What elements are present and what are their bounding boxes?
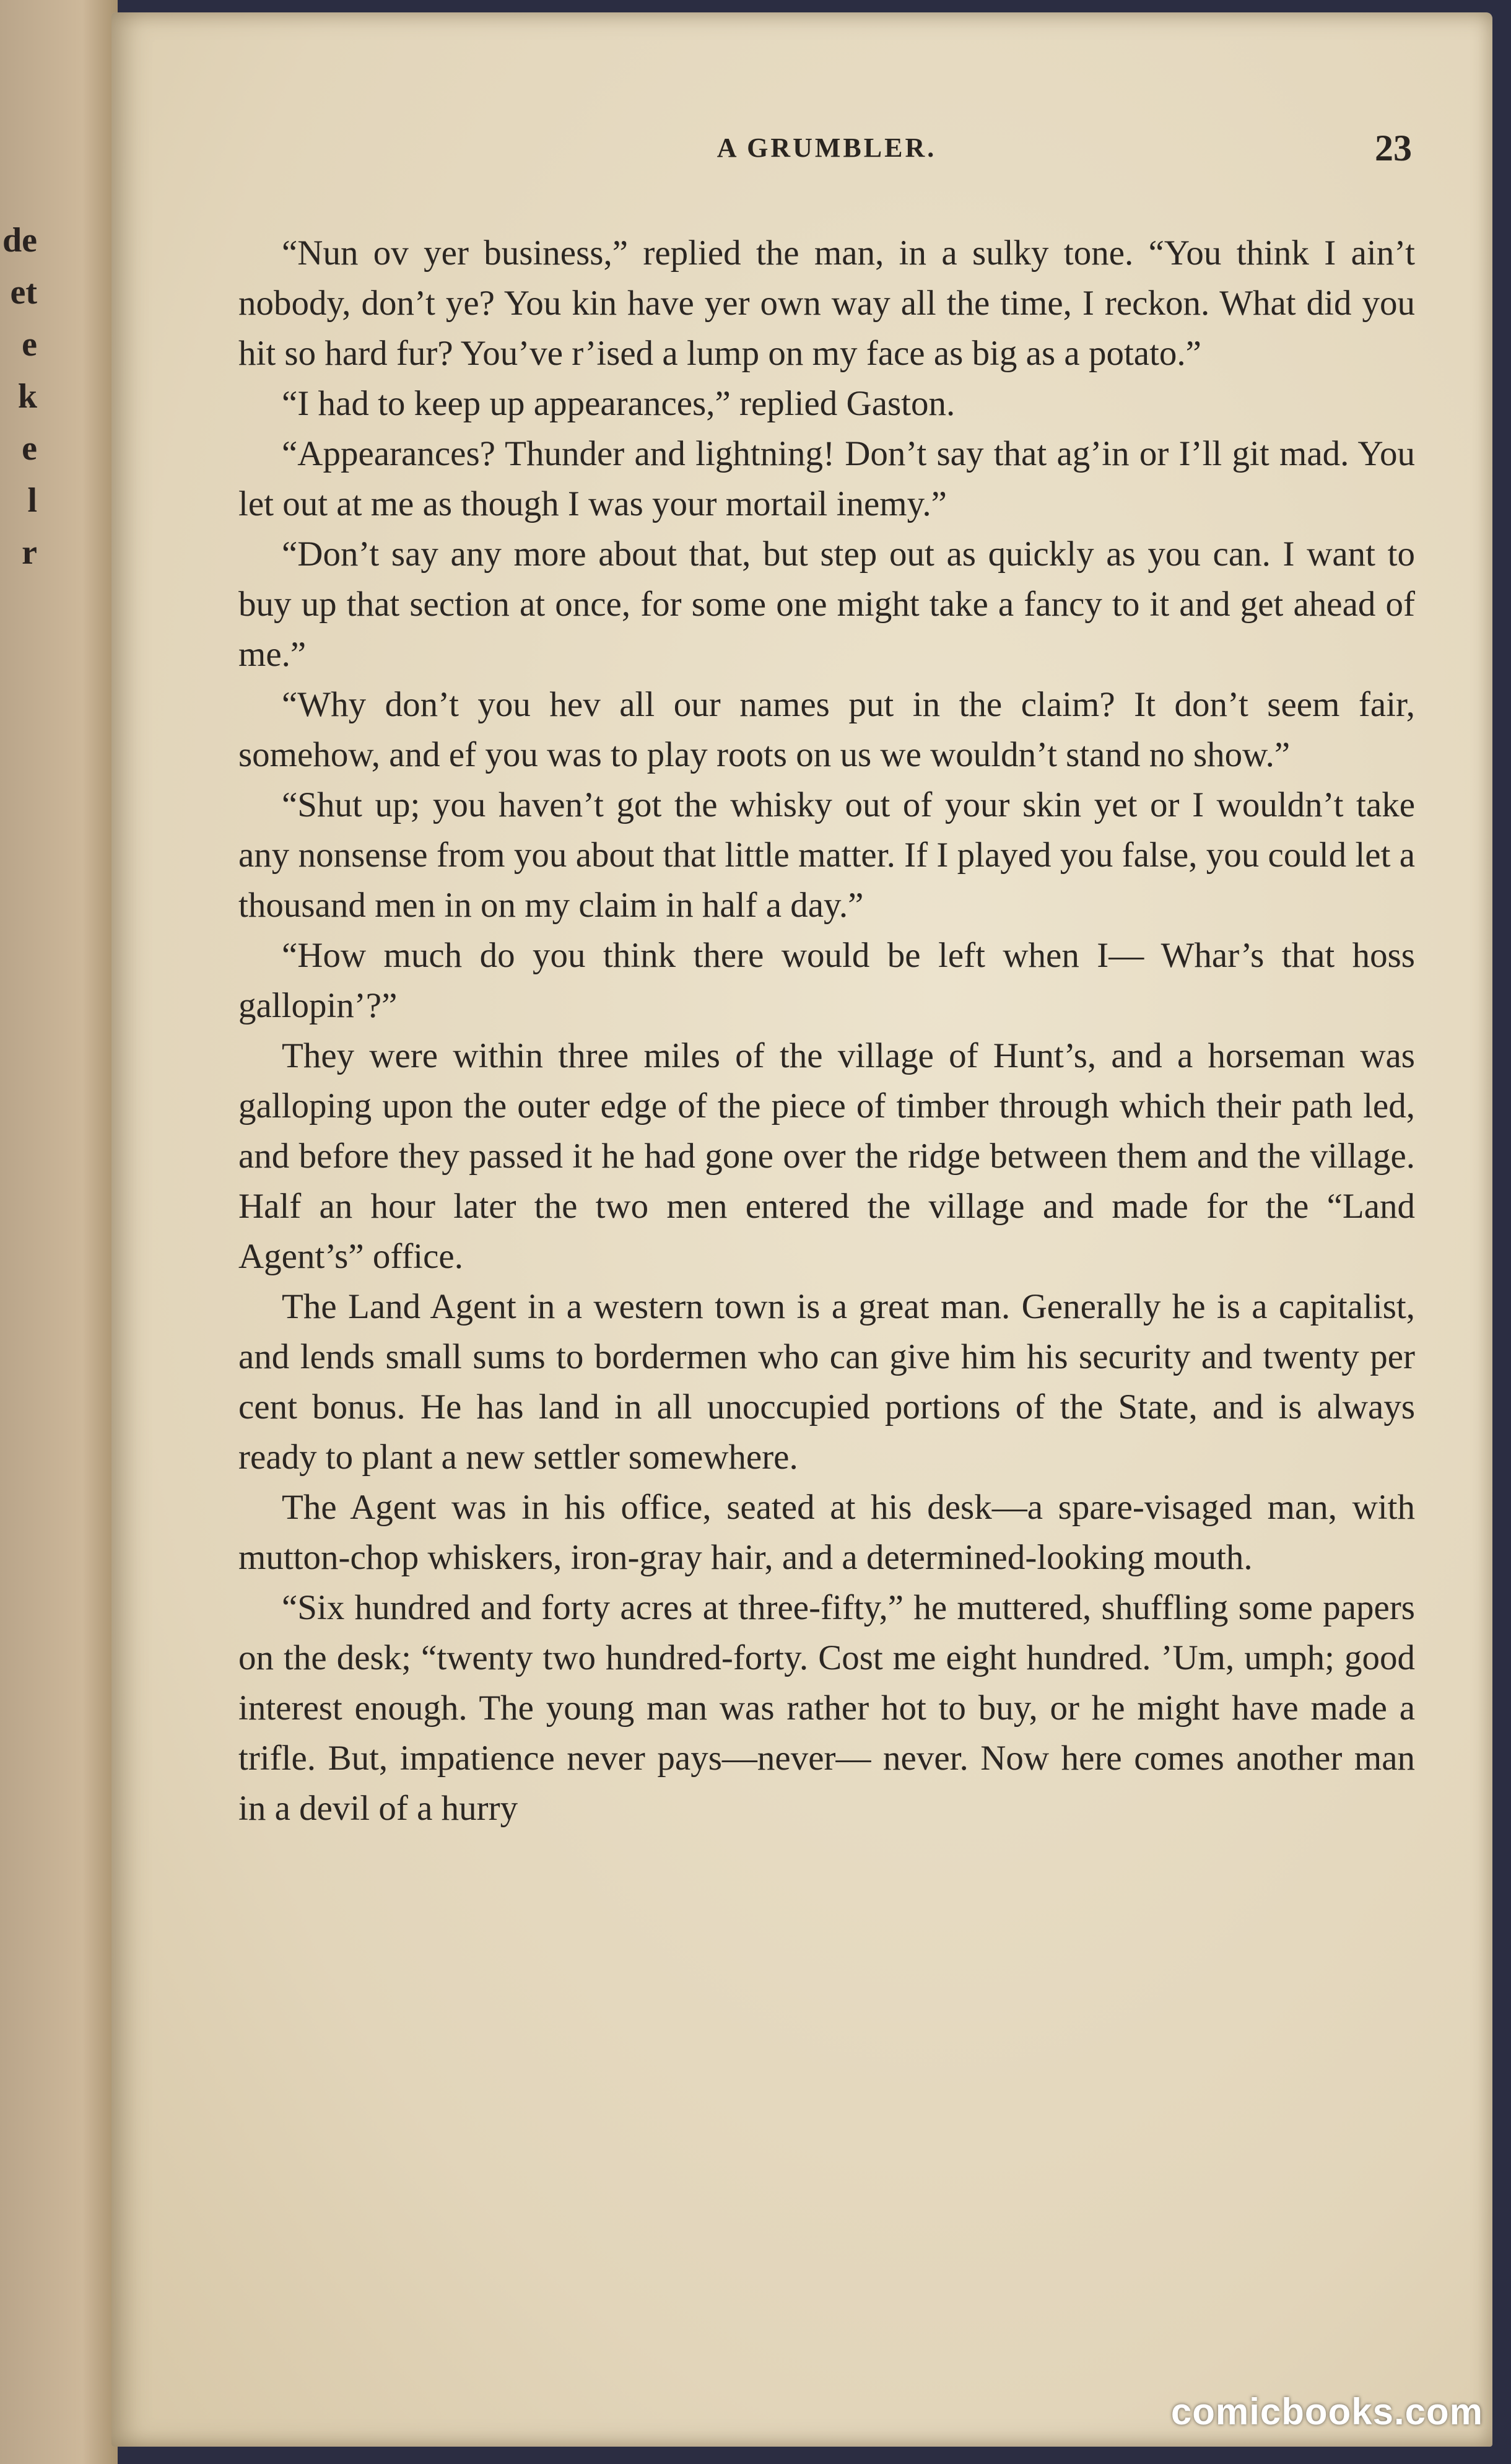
book-page bbox=[111, 12, 1492, 2447]
paragraph: “I had to keep up appearances,” replied Gaston. bbox=[282, 384, 956, 423]
page-header bbox=[223, 127, 1430, 177]
fragment: e bbox=[22, 429, 37, 468]
fragment: l bbox=[27, 481, 37, 520]
previous-page-edge bbox=[0, 0, 118, 2464]
paragraph: They were within three miles of the village of Hunt’s, and a horseman was galloping upon the outer edge of the piece of timber through which their path led, and before they passed it he had gone over the ridge between them and the village. Half an hour later the two men entered the village and made for the “Land Agent’s” office. bbox=[238, 1036, 1415, 1276]
paragraph: “How much do you think there would be left when I— Whar’s that hoss gallopin’?” bbox=[238, 936, 1415, 1025]
running-head: A GRUMBLER. bbox=[716, 133, 937, 163]
paragraph: “Why don’t you hev all our names put in the claim? It don’t seem fair, somehow, and ef you was to play roots on us we wouldn’t stand no show.” bbox=[238, 685, 1415, 774]
paragraph: The Land Agent in a western town is a great man. Generally he is a capitalist, and lends small sums to bordermen who can give him his security and twenty per cent bonus. He has land in all unoccupied portions of the State, and is always ready to plant a new settler somewhere. bbox=[238, 1287, 1415, 1477]
paragraph: “Appearances? Thunder and lightning! Don’t say that ag’in or I’ll git mad. You let out at me as though I was your mortail inemy.” bbox=[238, 434, 1415, 523]
fragment: e bbox=[22, 325, 37, 364]
paragraph: “Six hundred and forty acres at three-fifty,” he muttered, shuffling some papers on the desk; “twenty two hundred-forty. Cost me eight hundred. ’Um, umph; good interest enough. The young man was rather hot to buy, or he might have made a trifle. But, impatience never pays—never— never. Now here comes another man in a devil of a hurry bbox=[238, 1588, 1415, 1828]
page-number: 23 bbox=[1375, 128, 1412, 168]
fragment: r bbox=[22, 533, 37, 572]
paragraph: “Nun ov yer business,” replied the man, in a sulky tone. “You think I ain’t nobody, don’t ye? You kin have yer own way all the time, I reckon. What did you hit so hard fur? You’ve r’ised a lump on my face as big as a potato.” bbox=[238, 234, 1415, 373]
previous-page-text-fragments bbox=[0, 223, 118, 587]
watermark: comicbooks.com bbox=[1170, 2391, 1483, 2432]
paragraph: The Agent was in his office, seated at his desk—a spare-visaged man, with mutton-chop whiskers, iron-gray hair, and a determined-looking mouth. bbox=[238, 1488, 1415, 1577]
fragment: k bbox=[17, 377, 37, 416]
fragment: et bbox=[10, 273, 37, 312]
fragment: de bbox=[2, 221, 37, 260]
paragraph: “Shut up; you haven’t got the whisky out of your skin yet or I wouldn’t take any nonsense from you about that little matter. If I played you false, you could let a thousand men in on my claim in half a day.” bbox=[238, 785, 1415, 925]
body-text bbox=[238, 228, 1415, 1833]
paragraph: “Don’t say any more about that, but step out as quickly as you can. I want to buy up that section at once, for some one might take a fancy to it and get ahead of me.” bbox=[238, 535, 1415, 674]
